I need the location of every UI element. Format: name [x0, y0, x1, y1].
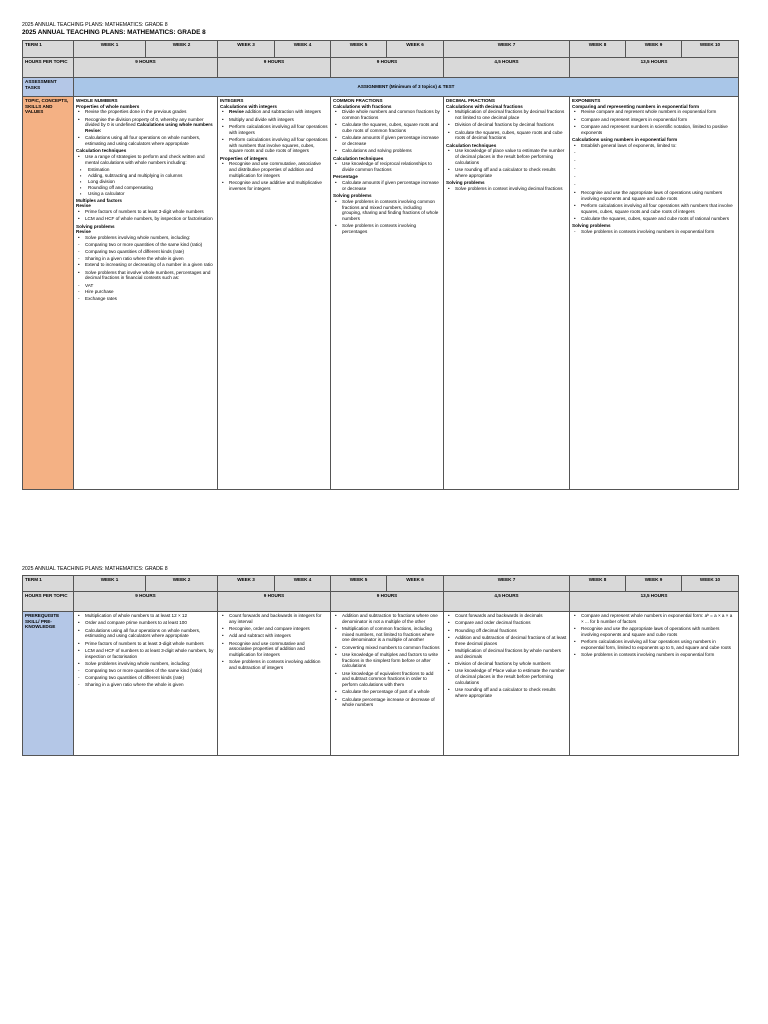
list-item: • Extend to increasing or decreasing of a number in a given ratio — [76, 262, 215, 268]
hours-integers: 9 HOURS — [218, 592, 331, 612]
header-small: 2025 ANNUAL TEACHING PLANS: MATHEMATICS: GRADE 8 — [22, 566, 168, 572]
list-item: • Compare and represent numbers in scientific notation, limited to positive exponents — [572, 124, 736, 135]
list-text-bold: Revise — [229, 109, 244, 115]
list-item: • Multiplication of whole numbers to at least 12 × 12 — [76, 613, 215, 619]
list-item: • Perform calculations involving all four operations using numbers in exponential form, limited to exponents up to 5, and square and cube roots — [572, 639, 736, 650]
list-item: - Comparing two quantities of different kinds (rate) — [76, 675, 215, 681]
subheading: Properties of whole numbers — [76, 103, 140, 109]
subheading: Solving problems — [76, 223, 115, 229]
list-item: • Solve problems that involve whole numbers, percentages and decimal fractions in financial contexts such as: — [76, 270, 215, 281]
subheading: Calculations using numbers in exponential form — [572, 137, 678, 142]
list-item: • Compare and represent integers in exponential form — [572, 117, 736, 123]
list-item: • Calculations and solving problems — [333, 148, 441, 154]
hours-row — [23, 592, 739, 612]
list-item: - Comparing two or more quantities of the same kind (ratio) — [76, 242, 215, 248]
subheading: Solving problems — [333, 193, 372, 199]
hours-whole-numbers: 9 HOURS — [74, 58, 218, 78]
list-item: • Recognise, order and compare integers — [220, 626, 328, 632]
list-item: • Calculate the squares, cubes, square and cube roots of rational numbers — [572, 216, 736, 222]
list-item: ▪ Long division — [80, 179, 215, 185]
list-item: • Calculate amounts if given percentage increase or decrease — [333, 180, 441, 191]
list-item: - Exchange rates — [76, 296, 215, 302]
list-item: - Solve problems in contexts involving numbers in exponential form — [572, 229, 736, 235]
subheading: Revise — [76, 229, 91, 235]
assessment-text: ASSIGNMENT (Minimum of 3 topics) & TEST — [74, 78, 739, 97]
list-item: • Use knowledge of equivalent fractions to add and subtract common fractions in order to perform calculations with them — [333, 671, 441, 688]
week-header-row — [23, 576, 739, 592]
hours-label: HOURS PER TOPIC — [23, 592, 74, 612]
subheading: Percentage — [333, 174, 358, 180]
subheading: Calculation techniques — [446, 142, 497, 148]
list-item: • Recognise and use the appropriate laws of operations with numbers involving exponents and square and cube roots — [572, 626, 736, 637]
week-1: WEEK 1 — [74, 576, 146, 592]
list-item — [220, 109, 328, 115]
list-item: • Calculate the squares, cubes, square roots and cube roots of decimal fractions — [446, 130, 567, 141]
list-item: • Calculate amounts if given percentage increase or decrease — [333, 135, 441, 146]
week-2: WEEK 2 — [146, 576, 218, 592]
list-item: • Use rounding off and a calculator to check results where appropriate — [446, 687, 567, 698]
subheading: Multiples and factors — [76, 197, 122, 203]
list-text: addition and subtraction with integers — [243, 109, 321, 115]
exponent-law-placeholder — [572, 182, 736, 190]
list-item: • Division of decimal fractions by decimal fractions — [446, 122, 567, 128]
list-item: • Use knowledge of reciprocal relationships to divide common fractions — [333, 161, 441, 172]
teaching-plan-table — [22, 40, 739, 490]
week-8: WEEK 8 — [570, 576, 626, 592]
list-item: • Compare and represent whole numbers in exponential form: aᵇ = a × a × a × ... for b number of factors — [572, 613, 736, 624]
list-item: • Division of decimal fractions by whole numbers — [446, 661, 567, 667]
list-item: • Rounding off decimal fractions — [446, 628, 567, 634]
hours-exponents: 13,5 HOURS — [570, 592, 739, 612]
list-item: • Calculations using all four operations on whole numbers, estimating and using calculators where appropriate — [76, 135, 215, 146]
hours-decimals: 4,5 HOURS — [444, 592, 570, 612]
prerequisite-row — [23, 612, 739, 756]
week-5: WEEK 5 — [331, 41, 387, 58]
list-text-bold: Calculations using whole numbers Revise: — [85, 122, 213, 134]
subheading: Solving problems — [446, 180, 485, 186]
list-item: • LCM and HCF of whole numbers, by inspection or factorisation — [76, 216, 215, 222]
list-item: • Calculate the percentage of part of a whole — [333, 689, 441, 695]
list-item: • Use rounding off and a calculator to check results where appropriate — [446, 167, 567, 178]
hours-fractions: 9 HOURS — [331, 58, 444, 78]
page-header-2 — [22, 566, 738, 573]
page-header-1 — [22, 22, 738, 37]
list-item: • Multiplication of decimal fractions by whole numbers and decimals — [446, 648, 567, 659]
list-item: • Establish general laws of exponents, limited to: — [572, 143, 736, 149]
list-item: • Calculate percentage increase or decrease of whole numbers — [333, 697, 441, 708]
prereq-exponents-cell — [570, 612, 739, 756]
header-title: 2025 ANNUAL TEACHING PLANS: MATHEMATICS: GRADE 8 — [22, 29, 206, 36]
integers-cell — [218, 97, 331, 490]
list-item: - Hire purchase — [76, 289, 215, 295]
prereq-label: PREREQUISITE SKILL/ PRE-KNOWLEDGE — [23, 612, 74, 756]
list-item: • Recognise and use commutative and associative properties of addition and multiplication for integers — [220, 641, 328, 658]
list-item: • Order and compare prime numbers to at least 100 — [76, 620, 215, 626]
list-item: • Perform calculations involving all four operations with numbers that involve squares, cubes, square roots and cube roots of integers — [220, 137, 328, 154]
list-item: • Addition and subtraction of decimal fractions of at least three decimal places — [446, 635, 567, 646]
list-item: • LCM and HCF of numbers to at least 3-digit whole numbers, by inspection or factorisation — [76, 648, 215, 659]
list-item: • Add and subtract with integers — [220, 633, 328, 639]
list-item: • Solve problems involving whole numbers, including: — [76, 661, 215, 667]
week-7: WEEK 7 — [444, 576, 570, 592]
list-item: • Count forwards and backwards in decimals — [446, 613, 567, 619]
list-item: - Sharing in a given ratio where the whole is given — [76, 256, 215, 262]
list-item: • Prime factors of numbers to at least 3-digit whole numbers — [76, 209, 215, 215]
subheading: Revise — [76, 203, 91, 209]
subheading: Calculation techniques — [76, 148, 127, 154]
list-item: • Calculations using all four operations on whole numbers, estimating and using calculators where appropriate — [76, 628, 215, 639]
list-item: • Addition and subtraction to fractions where one denominator is not a multiple of the other — [333, 613, 441, 624]
subheading: Solving problems — [572, 223, 611, 229]
subheading: Calculations with integers — [220, 103, 277, 109]
hours-row — [23, 58, 739, 78]
list-item: • Divide whole numbers and common fractions by common fractions — [333, 109, 441, 120]
week-5: WEEK 5 — [331, 576, 387, 592]
week-2: WEEK 2 — [146, 41, 218, 58]
list-item: • Revise compare and represent whole numbers in exponential form — [572, 109, 736, 115]
topic-title: COMMON FRACTIONS — [333, 98, 383, 103]
list-item: ▪ Adding, subtracting and multiplying in columns — [80, 173, 215, 179]
exponents-cell — [570, 97, 739, 490]
list-item: • Solve problems in context involving decimal fractions — [446, 186, 567, 192]
list-item: • Perform calculations involving all four operations with integers — [220, 124, 328, 135]
term-label: TERM 1 — [23, 41, 74, 58]
topics-label: TOPIC, CONCEPTS, SKILLS AND VALUES — [23, 97, 74, 490]
list-item: • Use a range of strategies to perform and check written and mental calculations with whole numbers including: — [76, 154, 215, 165]
list-item: • Prime factors of numbers to at least 3-digit whole numbers — [76, 641, 215, 647]
hours-whole-numbers: 9 HOURS — [74, 592, 218, 612]
week-1: WEEK 1 — [74, 41, 146, 58]
list-item: - Comparing two or more quantities of the same kind (ratio) — [76, 668, 215, 674]
list-item: • Count forwards and backwards in integers for any interval — [220, 613, 328, 624]
list-item: • Use knowledge of multiples and factors to write fractions in the simplest form before or after calculations — [333, 652, 441, 669]
list-item: - VAT — [76, 283, 215, 289]
list-item: • Multiplication of common fractions, including mixed numbers, not limited to fractions where one denominator is a multiple of another — [333, 626, 441, 643]
list-item: - Sharing in a given ratio where the whole is given — [76, 682, 215, 688]
week-3: WEEK 3 — [218, 41, 275, 58]
list-item: • Solve problems in contexts involving percentages — [333, 223, 441, 234]
assessment-label: ASSESSMENT TASKS — [23, 78, 74, 97]
list-item: • Multiply and divide with integers — [220, 117, 328, 123]
prerequisite-table — [22, 575, 739, 756]
exponent-law-placeholder — [572, 150, 736, 158]
week-10: WEEK 10 — [682, 576, 739, 592]
header-small: 2025 ANNUAL TEACHING PLANS: MATHEMATICS: GRADE 8 — [22, 22, 168, 28]
prereq-integers-cell — [218, 612, 331, 756]
subheading: Calculations with fractions — [333, 103, 392, 109]
subheading: Comparing and representing numbers in exponential form — [572, 103, 700, 109]
topic-title: INTEGERS — [220, 98, 244, 103]
list-item: • Revise the properties done in the previous grades — [76, 109, 215, 115]
hours-fractions: 9 HOURS — [331, 592, 444, 612]
exponent-law-placeholder — [572, 166, 736, 174]
topics-row — [23, 97, 739, 490]
topic-title: EXPONENTS — [572, 98, 601, 103]
week-9: WEEK 9 — [626, 576, 682, 592]
list-item: • Converting mixed numbers to common fractions — [333, 645, 441, 651]
week-10: WEEK 10 — [682, 41, 739, 58]
list-item: • Recognise and use the appropriate laws of operations using numbers involving exponents and square and cube roots — [572, 190, 736, 201]
topic-title: WHOLE NUMBERS — [76, 98, 118, 103]
exponent-law-placeholder — [572, 158, 736, 166]
week-7: WEEK 7 — [444, 41, 570, 58]
list-item: ▪ Rounding off and compensating — [80, 185, 215, 191]
list-item: • Recognise and use commutative, associative and distributive properties of addition and multiplication for integers — [220, 161, 328, 178]
term-label: TERM 1 — [23, 576, 74, 592]
list-item: - Comparing two quantities of different kinds (rate) — [76, 249, 215, 255]
prereq-whole-cell — [74, 612, 218, 756]
hours-exponents: 13,5 HOURS — [570, 58, 739, 78]
prereq-decimals-cell — [444, 612, 570, 756]
assessment-row — [23, 78, 739, 97]
hours-label: HOURS PER TOPIC — [23, 58, 74, 78]
list-item: • Calculate the squares, cubes, square roots and cube roots of common fractions — [333, 122, 441, 133]
week-3: WEEK 3 — [218, 576, 275, 592]
subheading: Calculation techniques — [333, 155, 384, 161]
list-item — [76, 117, 215, 134]
fractions-cell — [331, 97, 444, 490]
week-header-row — [23, 41, 739, 58]
exponent-law-placeholder — [572, 174, 736, 182]
list-text: Recognise the division property of 0, whereby any number divided by 0 is undefined — [85, 116, 204, 128]
week-4: WEEK 4 — [275, 576, 331, 592]
list-item: ▪ Using a calculator — [80, 191, 215, 197]
subheading: Calculations with decimal fractions — [446, 103, 523, 109]
decimals-cell — [444, 97, 570, 490]
week-8: WEEK 8 — [570, 41, 626, 58]
list-item: • Perform calculations involving all four operations with numbers that involve squares, cubes, square roots and cube roots of integers — [572, 203, 736, 214]
week-4: WEEK 4 — [275, 41, 331, 58]
week-6: WEEK 6 — [387, 41, 444, 58]
list-item: • Compare and order decimal fractions — [446, 620, 567, 626]
prereq-fractions-cell — [331, 612, 444, 756]
list-item: ▪ Estimation — [80, 167, 215, 173]
hours-decimals: 4,5 HOURS — [444, 58, 570, 78]
list-item: • Solve problems in contexts involving numbers in exponential form — [572, 652, 736, 658]
list-item: • Recognise and use additive and multiplicative inverses for integers — [220, 180, 328, 191]
list-item: • Use knowledge of Place value to estimate the number of decimal places in the result before performing calculations — [446, 668, 567, 685]
subheading: Properties of integers — [220, 155, 268, 161]
hours-integers: 9 HOURS — [218, 58, 331, 78]
list-item: • Use knowledge of place value to estimate the number of decimal places in the result before performing calculations — [446, 148, 567, 165]
list-item: • Solve problems in contexts involving addition and subtraction of integers — [220, 659, 328, 670]
week-9: WEEK 9 — [626, 41, 682, 58]
list-item: • Solve problems involving whole numbers, including: — [76, 235, 215, 241]
whole-numbers-cell — [74, 97, 218, 490]
list-item: • Multiplication of decimal fractions by decimal fractions not limited to one decimal place — [446, 109, 567, 120]
week-6: WEEK 6 — [387, 576, 444, 592]
topic-title: DECIMAL FRACTIONS — [446, 98, 495, 103]
list-item: • Solve problems in contexts involving common fractions and mixed numbers, including grouping, sharing and finding fractions of whole numbers — [333, 199, 441, 222]
